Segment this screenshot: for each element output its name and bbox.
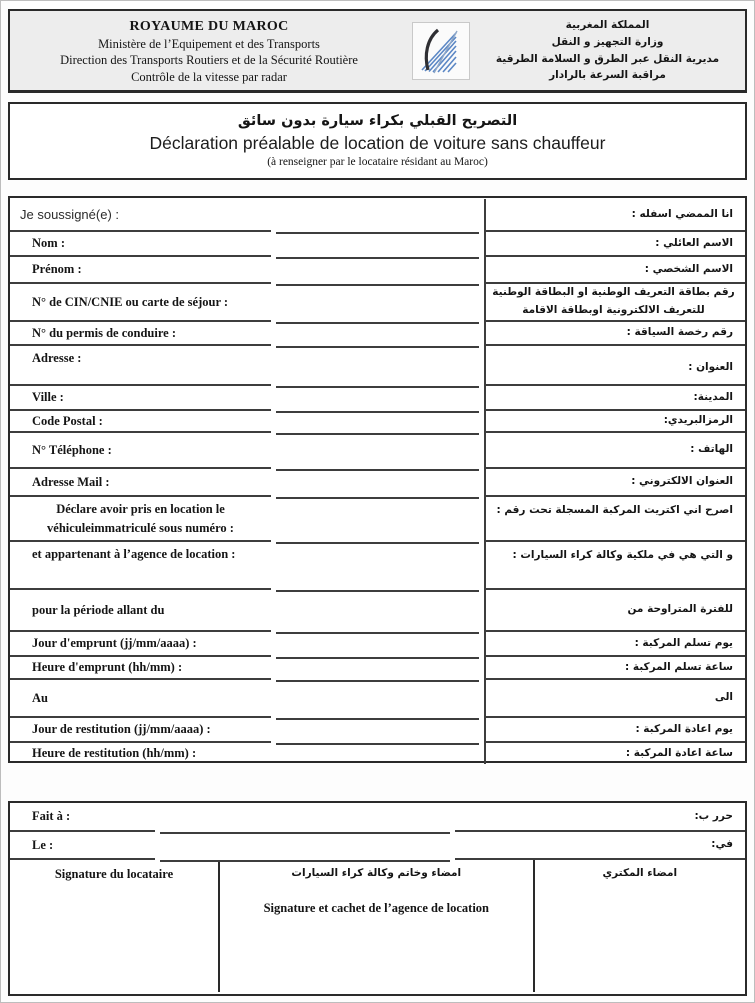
row-heure-emprunt bbox=[10, 657, 745, 680]
label-fr: Ville : bbox=[32, 390, 64, 404]
row-periode bbox=[10, 590, 745, 632]
label-ar: العنوان : bbox=[688, 360, 733, 373]
row-prenom bbox=[10, 257, 745, 284]
row-je-soussigne bbox=[10, 199, 745, 232]
header-arabic-block bbox=[470, 17, 745, 84]
label-fr: Jour de restitution (jj/mm/aaaa) : bbox=[32, 722, 211, 736]
fill-line bbox=[276, 720, 479, 745]
signature-locataire-label: Signature du locataire bbox=[54, 867, 174, 881]
header-french-block bbox=[10, 16, 408, 85]
label-fr: Adresse : bbox=[32, 351, 82, 365]
label-fr: Prénom : bbox=[32, 262, 82, 276]
label-ar: يوم تسلم المركبة : bbox=[634, 636, 733, 649]
fill-line bbox=[276, 682, 479, 720]
fill-line bbox=[276, 745, 479, 766]
label-fr: Heure de restitution (hh/mm) : bbox=[32, 746, 197, 760]
fill-line bbox=[276, 471, 479, 499]
label-ar: اصرح اني اكتريت المركبة المسجلة تحت رقم : bbox=[496, 504, 733, 516]
label-fr: Le : bbox=[32, 837, 54, 852]
fill-line bbox=[276, 286, 479, 324]
fill-line bbox=[160, 805, 450, 834]
label-ar: و التي هي في ملكية وكالة كراء السيارات : bbox=[512, 549, 733, 561]
fill-line bbox=[276, 544, 479, 592]
row-nom bbox=[10, 232, 745, 257]
kingdom-title-fr: ROYAUME DU MAROC bbox=[129, 19, 289, 35]
direction-line-fr: Direction des Transports Routiers et de la Sécurité Routière bbox=[60, 53, 358, 68]
label-ar: الرمزالبريدي: bbox=[663, 414, 733, 427]
fill-line bbox=[276, 348, 479, 388]
footer-box bbox=[8, 801, 747, 996]
row-ville bbox=[10, 386, 745, 411]
label-fr: N° de CIN/CNIE ou carte de séjour : bbox=[32, 294, 229, 309]
signature-mokter-cell bbox=[533, 860, 745, 992]
signature-agence-label-ar: امضاء وخاتم وكالة كراء السيارات bbox=[291, 867, 462, 879]
row-agence-location bbox=[10, 542, 745, 590]
label-fr: Heure d'emprunt (hh/mm) : bbox=[32, 660, 183, 674]
header-box bbox=[8, 9, 747, 93]
fill-line bbox=[276, 413, 479, 435]
title-box bbox=[8, 102, 747, 180]
label-fr: et appartenant à l’agence de location : bbox=[32, 547, 236, 561]
row-le bbox=[10, 832, 745, 860]
label-ar: رقم رخصة السياقة : bbox=[626, 326, 733, 339]
fill-line bbox=[276, 324, 479, 348]
label-ar: حرر ب: bbox=[694, 809, 733, 822]
label-fr: Déclare avoir pris en location le véhiculeimmatriculé sous numéro : bbox=[47, 502, 234, 535]
row-cin bbox=[10, 284, 745, 322]
label-fr: Je soussigné(e) : bbox=[20, 207, 119, 222]
row-heure-restitution bbox=[10, 743, 745, 764]
ministry-line-fr: Ministère de l’Equipement et des Transports bbox=[98, 37, 320, 52]
label-fr: Nom : bbox=[32, 236, 65, 250]
label-fr: N° Téléphone : bbox=[32, 442, 112, 457]
fill-line bbox=[276, 234, 479, 259]
fill-line bbox=[276, 259, 479, 286]
row-au bbox=[10, 680, 745, 718]
label-ar: ساعة تسلم المركبة : bbox=[625, 660, 733, 673]
signature-table bbox=[10, 860, 745, 992]
direction-line-ar: مديرية النقل عبر الطرق و السلامة الطرقية bbox=[495, 52, 720, 65]
label-fr: Adresse Mail : bbox=[32, 474, 110, 489]
row-adresse bbox=[10, 346, 745, 386]
label-ar: الهاتف : bbox=[690, 443, 733, 456]
label-fr: Jour d'emprunt (jj/mm/aaaa) : bbox=[32, 636, 197, 650]
fill-line bbox=[276, 499, 479, 544]
label-ar: للفترة المتراوحة من bbox=[627, 603, 733, 616]
main-form-box bbox=[8, 196, 747, 763]
radar-line-fr: Contrôle de la vitesse par radar bbox=[131, 69, 287, 84]
label-ar: الاسم العائلي : bbox=[655, 236, 733, 249]
signature-agence-label-fr: Signature et cachet de l’agence de location bbox=[263, 901, 489, 915]
label-ar: رقم بطاقة التعريف الوطنية او البطاقة الوطنية للتعريف الالكترونية اوبطاقة الاقامة bbox=[492, 286, 735, 316]
label-fr: Code Postal : bbox=[32, 413, 103, 428]
label-ar: انا الممضي اسفله : bbox=[631, 207, 733, 220]
label-fr: pour la période allant du bbox=[32, 602, 165, 617]
row-fait-a bbox=[10, 803, 745, 832]
signature-mokter-label-ar: امضاء المكتري bbox=[602, 867, 678, 879]
label-ar: الى bbox=[714, 691, 733, 704]
fill-line bbox=[276, 659, 479, 682]
label-ar: يوم اعادة المركبة : bbox=[635, 722, 733, 735]
radar-line-ar: مراقبة السرعة بالرادار bbox=[549, 69, 666, 82]
row-vehicule-immatricule bbox=[10, 497, 745, 542]
fill-line bbox=[160, 834, 450, 862]
fill-line bbox=[276, 634, 479, 659]
row-code-postal bbox=[10, 411, 745, 433]
form-title-fr: Déclaration préalable de location de voiture sans chauffeur bbox=[149, 133, 606, 153]
row-permis bbox=[10, 322, 745, 346]
ministry-line-ar: وزارة التجهيز و النقل bbox=[551, 35, 664, 48]
kingdom-title-ar: المملكة المغربية bbox=[565, 18, 650, 31]
label-fr: Au bbox=[32, 690, 48, 705]
fill-line bbox=[276, 435, 479, 471]
fill-line bbox=[276, 592, 479, 634]
label-ar: العنوان الالكتروني : bbox=[631, 475, 733, 488]
label-fr: N° du permis de conduire : bbox=[32, 325, 177, 340]
header bbox=[10, 11, 745, 90]
form-title-note: (à renseigner par le locataire résidant au Maroc) bbox=[267, 156, 488, 168]
ministry-logo-icon bbox=[412, 22, 470, 80]
row-jour-emprunt bbox=[10, 632, 745, 657]
form-title-ar: التصريح القبلي بكراء سيارة بدون سائق bbox=[237, 113, 518, 129]
signature-agence-cell bbox=[218, 860, 533, 992]
row-telephone bbox=[10, 433, 745, 469]
label-ar: في: bbox=[711, 838, 733, 851]
label-ar: ساعة اعادة المركبة : bbox=[625, 746, 733, 759]
signature-locataire-cell bbox=[10, 860, 218, 992]
row-jour-restitution bbox=[10, 718, 745, 743]
label-ar: الاسم الشخصي : bbox=[644, 262, 733, 275]
label-ar: المدينة: bbox=[693, 390, 733, 403]
fill-line bbox=[276, 388, 479, 413]
row-mail bbox=[10, 469, 745, 497]
label-fr: Fait à : bbox=[32, 809, 71, 823]
fill-line bbox=[276, 201, 479, 234]
